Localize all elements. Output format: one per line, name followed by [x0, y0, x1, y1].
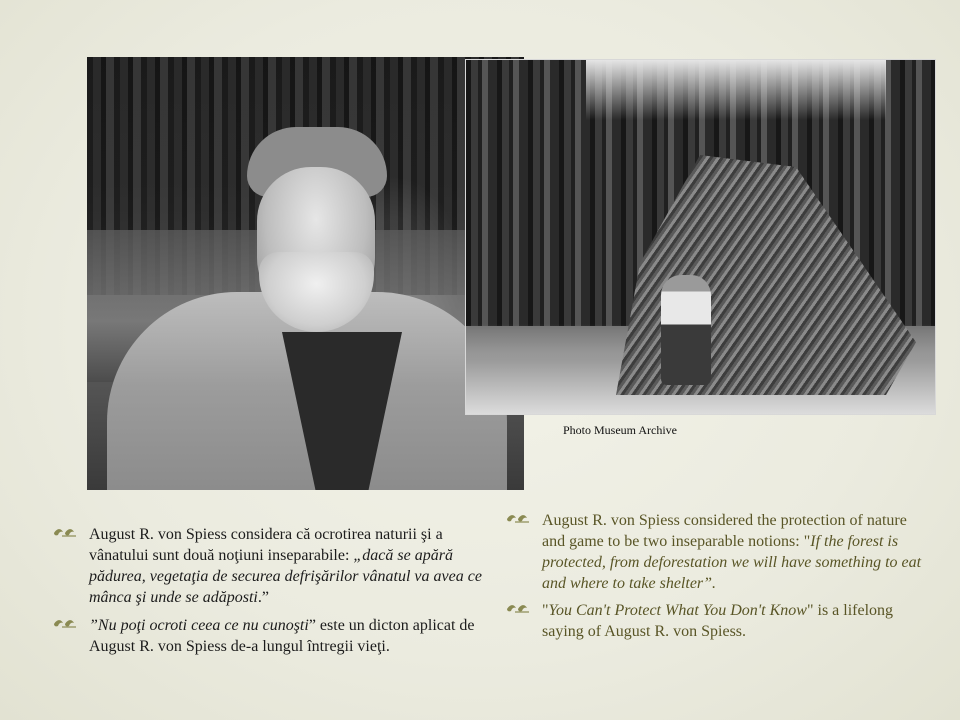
fleuron-bullet-icon: [52, 527, 78, 539]
bullet-text: August R. von Spiess considered the protection of nature and game to be two inseparable notions: "If the forest is protected, from deforestation we will have something to eat and where to take shelter”.: [542, 512, 922, 592]
bullet-text: August R. von Spiess considera că ocrotirea naturii şi a vânatului sunt două noţiuni inseparabile: „dacă se apără pădurea, vegetaţia de securea defrişărilor vânatul va avea ce mânca şi unde se adăposti.”: [89, 526, 482, 606]
seated-man: [661, 275, 711, 385]
forest-shelter-photo: [466, 60, 935, 414]
bullet-text: ”Nu poţi ocroti ceea ce nu cunoşti” este un dicton aplicat de August R. von Spiess de-a lungul întregii vieţi.: [89, 617, 475, 655]
romanian-text-column: [52, 524, 488, 663]
photo-caption: Photo Museum Archive: [563, 423, 677, 437]
list-item: [505, 600, 925, 642]
fleuron-bullet-icon: [505, 603, 531, 615]
fleuron-bullet-icon: [505, 513, 531, 525]
sky-light: [586, 60, 886, 120]
fleuron-bullet-icon: [52, 618, 78, 630]
list-item: [52, 524, 488, 609]
list-item: [505, 510, 925, 595]
bullet-text: "You Can't Protect What You Don't Know" is a lifelong saying of August R. von Spiess.: [542, 602, 894, 640]
portrait-photo: [87, 57, 524, 490]
list-item: [52, 615, 488, 657]
english-text-column: [505, 510, 925, 647]
